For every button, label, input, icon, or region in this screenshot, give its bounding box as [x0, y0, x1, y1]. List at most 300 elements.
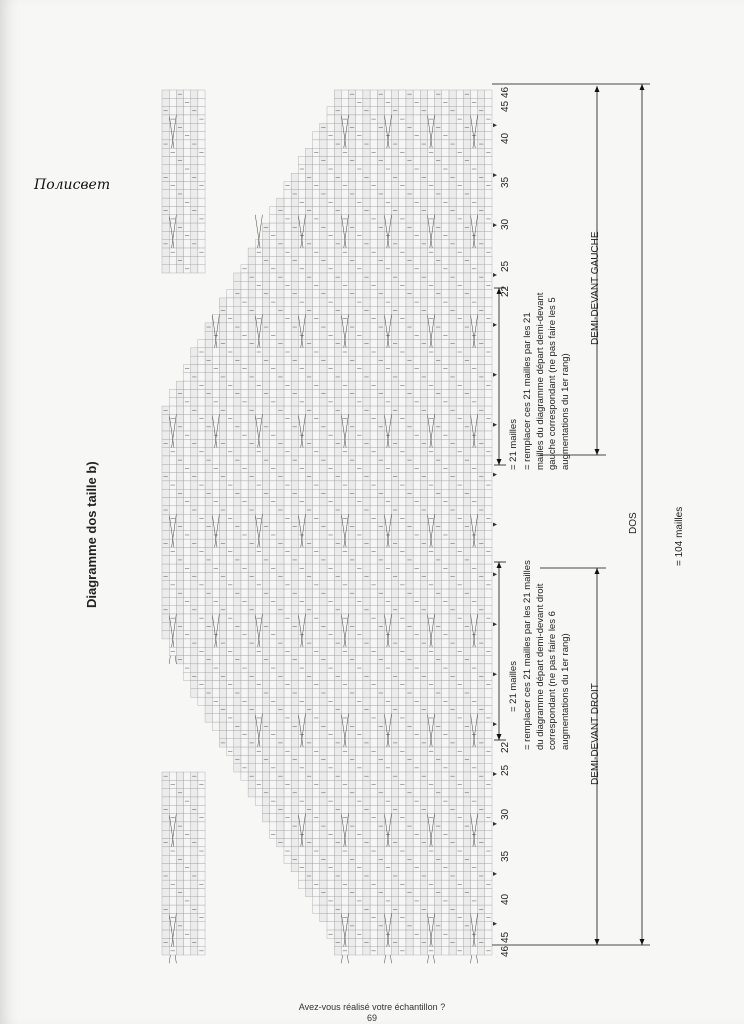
chart-cell — [377, 672, 384, 680]
chart-cell — [485, 556, 492, 564]
chart-cell — [356, 115, 363, 123]
chart-cell — [349, 872, 356, 880]
chart-cell — [327, 672, 334, 680]
chart-cell — [334, 231, 341, 239]
chart-cell — [313, 439, 320, 447]
chart-cell — [435, 897, 442, 905]
chart-cell — [284, 439, 291, 447]
chart-cell — [270, 489, 277, 497]
chart-cell — [435, 98, 442, 106]
chart-cell — [478, 830, 485, 838]
chart-cell — [399, 897, 406, 905]
chart-cell — [298, 789, 305, 797]
chart-cell — [205, 414, 212, 422]
chart-cell — [392, 431, 399, 439]
chart-cell — [313, 697, 320, 705]
chart-cell — [356, 90, 363, 98]
chart-cell — [198, 173, 205, 181]
chart-cell — [241, 689, 248, 697]
chart-cell — [449, 123, 456, 131]
chart-cell — [463, 780, 470, 788]
chart-cell — [305, 389, 312, 397]
chart-cell — [413, 639, 420, 647]
chart-cell — [334, 481, 341, 489]
chart-cell — [470, 780, 477, 788]
chart-cell — [349, 572, 356, 580]
chart-cell — [205, 340, 212, 348]
chart-cell — [212, 622, 219, 630]
chart-cell — [284, 539, 291, 547]
chart-cell — [341, 456, 348, 464]
chart-cell — [435, 730, 442, 738]
chart-cell — [363, 822, 370, 830]
chart-cell — [349, 880, 356, 888]
chart-cell — [420, 930, 427, 938]
chart-cell — [449, 98, 456, 106]
chart-cell — [370, 340, 377, 348]
chart-cell — [456, 406, 463, 414]
chart-cell — [291, 730, 298, 738]
chart-cell — [485, 830, 492, 838]
chart-cell — [212, 423, 219, 431]
chart-cell — [219, 564, 226, 572]
chart-cell — [384, 606, 391, 614]
chart-cell — [305, 614, 312, 622]
chart-cell — [191, 780, 198, 788]
chart-cell — [277, 298, 284, 306]
chart-cell — [305, 348, 312, 356]
chart-cell — [205, 581, 212, 589]
chart-cell — [270, 647, 277, 655]
chart-cell — [370, 764, 377, 772]
chart-cell — [435, 414, 442, 422]
chart-cell — [399, 705, 406, 713]
chart-cell — [356, 581, 363, 589]
chart-cell — [392, 389, 399, 397]
chart-cell — [248, 622, 255, 630]
chart-cell — [435, 747, 442, 755]
chart-cell — [427, 98, 434, 106]
chart-cell — [291, 315, 298, 323]
chart-cell — [370, 107, 377, 115]
chart-cell — [485, 689, 492, 697]
chart-cell — [456, 290, 463, 298]
chart-cell — [456, 523, 463, 531]
chart-cell — [406, 132, 413, 140]
chart-cell — [241, 772, 248, 780]
chart-cell — [184, 223, 191, 231]
chart-cell — [349, 938, 356, 946]
chart-cell — [227, 506, 234, 514]
chart-cell — [377, 814, 384, 822]
chart-cell — [341, 364, 348, 372]
chart-cell — [456, 839, 463, 847]
chart-cell — [449, 223, 456, 231]
chart-cell — [470, 755, 477, 763]
chart-cell — [435, 448, 442, 456]
chart-cell — [349, 805, 356, 813]
chart-cell — [399, 872, 406, 880]
chart-cell — [313, 240, 320, 248]
chart-cell — [435, 340, 442, 348]
chart-cell — [241, 389, 248, 397]
chart-cell — [485, 805, 492, 813]
chart-cell — [463, 697, 470, 705]
chart-cell — [270, 373, 277, 381]
chart-cell — [463, 348, 470, 356]
chart-cell — [205, 506, 212, 514]
chart-cell — [463, 913, 470, 921]
chart-cell — [219, 656, 226, 664]
chart-cell — [227, 656, 234, 664]
chart-cell — [399, 797, 406, 805]
chart-cell — [241, 614, 248, 622]
chart-cell — [427, 123, 434, 131]
chart-cell — [227, 672, 234, 680]
chart-cell — [384, 148, 391, 156]
chart-cell — [449, 755, 456, 763]
chart-cell — [212, 356, 219, 364]
chart-cell — [413, 581, 420, 589]
chart-cell — [320, 606, 327, 614]
chart-cell — [277, 414, 284, 422]
chart-cell — [191, 265, 198, 273]
chart-cell — [176, 464, 183, 472]
chart-cell — [399, 539, 406, 547]
chart-cell — [219, 356, 226, 364]
chart-cell — [291, 780, 298, 788]
chart-cell — [270, 747, 277, 755]
chart-cell — [399, 198, 406, 206]
chart-cell — [413, 223, 420, 231]
chart-cell — [363, 98, 370, 106]
chart-cell — [270, 240, 277, 248]
chart-cell — [470, 656, 477, 664]
chart-cell — [184, 572, 191, 580]
chart-cell — [305, 722, 312, 730]
chart-cell — [212, 681, 219, 689]
chart-cell — [399, 855, 406, 863]
chart-cell — [219, 498, 226, 506]
chart-cell — [363, 90, 370, 98]
chart-cell — [191, 190, 198, 198]
chart-cell — [327, 256, 334, 264]
chart-cell — [485, 140, 492, 148]
chart-cell — [442, 739, 449, 747]
chart-cell — [478, 747, 485, 755]
chart-cell — [320, 181, 327, 189]
chart-cell — [377, 215, 384, 223]
chart-cell — [485, 531, 492, 539]
chart-cell — [320, 572, 327, 580]
chart-cell — [234, 581, 241, 589]
chart-cell — [485, 764, 492, 772]
chart-cell — [191, 398, 198, 406]
chart-cell — [191, 664, 198, 672]
chart-cell — [384, 473, 391, 481]
chart-cell — [205, 564, 212, 572]
chart-cell — [191, 913, 198, 921]
chart-cell — [191, 855, 198, 863]
chart-cell — [406, 697, 413, 705]
chart-cell — [298, 489, 305, 497]
chart-cell — [449, 290, 456, 298]
chart-cell — [341, 306, 348, 314]
chart-cell — [399, 697, 406, 705]
chart-cell — [341, 256, 348, 264]
chart-cell — [291, 814, 298, 822]
chart-cell — [270, 523, 277, 531]
chart-cell — [205, 606, 212, 614]
chart-cell — [449, 814, 456, 822]
chart-cell — [298, 523, 305, 531]
chart-cell — [277, 381, 284, 389]
chart-cell — [370, 439, 377, 447]
chart-cell — [463, 506, 470, 514]
chart-cell — [485, 165, 492, 173]
chart-cell — [456, 606, 463, 614]
chart-cell — [370, 572, 377, 580]
chart-cell — [406, 664, 413, 672]
chart-cell — [442, 406, 449, 414]
chart-cell — [327, 772, 334, 780]
chart-cell — [363, 888, 370, 896]
chart-cell — [262, 448, 269, 456]
chart-cell — [384, 922, 391, 930]
chart-cell — [485, 772, 492, 780]
chart-cell — [313, 589, 320, 597]
chart-cell — [313, 340, 320, 348]
chart-cell — [442, 656, 449, 664]
chart-cell — [234, 614, 241, 622]
chart-cell — [370, 797, 377, 805]
chart-cell — [485, 206, 492, 214]
chart-cell — [363, 281, 370, 289]
chart-cell — [291, 839, 298, 847]
chart-cell — [241, 306, 248, 314]
chart-cell — [298, 847, 305, 855]
chart-cell — [277, 290, 284, 298]
chart-cell — [191, 498, 198, 506]
chart-cell — [449, 855, 456, 863]
chart-cell — [377, 747, 384, 755]
chart-cell — [420, 123, 427, 131]
chart-cell — [384, 872, 391, 880]
chart-cell — [485, 730, 492, 738]
chart-cell — [212, 381, 219, 389]
chart-cell — [248, 714, 255, 722]
chart-cell — [284, 498, 291, 506]
chart-cell — [248, 780, 255, 788]
chart-cell — [176, 597, 183, 605]
chart-cell — [298, 772, 305, 780]
chart-cell — [478, 290, 485, 298]
chart-cell — [356, 872, 363, 880]
chart-cell — [241, 622, 248, 630]
chart-cell — [234, 481, 241, 489]
chart-cell — [227, 298, 234, 306]
chart-cell — [227, 606, 234, 614]
chart-cell — [470, 157, 477, 165]
chart-cell — [248, 256, 255, 264]
chart-cell — [227, 531, 234, 539]
chart-cell — [334, 847, 341, 855]
chart-cell — [327, 814, 334, 822]
chart-cell — [427, 689, 434, 697]
chart-cell — [191, 789, 198, 797]
chart-cell — [478, 123, 485, 131]
chart-cell — [377, 764, 384, 772]
chart-cell — [198, 464, 205, 472]
chart-cell — [327, 439, 334, 447]
chart-cell — [277, 514, 284, 522]
chart-cell — [205, 531, 212, 539]
chart-cell — [277, 423, 284, 431]
chart-cell — [463, 514, 470, 522]
chart-cell — [270, 389, 277, 397]
chart-cell — [277, 764, 284, 772]
chart-cell — [305, 880, 312, 888]
chart-cell — [377, 448, 384, 456]
chart-cell — [478, 157, 485, 165]
chart-cell — [463, 273, 470, 281]
chart-cell — [406, 539, 413, 547]
chart-cell — [255, 705, 262, 713]
chart-cell — [205, 631, 212, 639]
chart-cell — [227, 597, 234, 605]
chart-cell — [392, 414, 399, 422]
chart-cell — [406, 348, 413, 356]
chart-cell — [399, 864, 406, 872]
chart-cell — [284, 839, 291, 847]
chart-cell — [270, 514, 277, 522]
chart-cell — [370, 606, 377, 614]
chart-cell — [406, 281, 413, 289]
chart-cell — [377, 473, 384, 481]
chart-cell — [277, 348, 284, 356]
chart-cell — [298, 581, 305, 589]
chart-cell — [313, 689, 320, 697]
chart-cell — [255, 298, 262, 306]
chart-cell — [406, 730, 413, 738]
chart-cell — [262, 340, 269, 348]
chart-cell — [399, 830, 406, 838]
chart-cell — [413, 389, 420, 397]
chart-cell — [363, 747, 370, 755]
chart-cell — [219, 547, 226, 555]
chart-cell — [227, 564, 234, 572]
chart-cell — [334, 165, 341, 173]
chart-cell — [320, 514, 327, 522]
chart-cell — [427, 556, 434, 564]
chart-cell — [427, 165, 434, 173]
chart-cell — [184, 639, 191, 647]
chart-cell — [341, 206, 348, 214]
chart-cell — [241, 473, 248, 481]
chart-cell — [485, 157, 492, 165]
chart-cell — [219, 331, 226, 339]
chart-cell — [399, 597, 406, 605]
chart-cell — [284, 473, 291, 481]
chart-cell — [399, 157, 406, 165]
chart-cell — [384, 506, 391, 514]
chart-cell — [305, 830, 312, 838]
chart-cell — [449, 281, 456, 289]
chart-cell — [392, 597, 399, 605]
chart-cell — [334, 697, 341, 705]
chart-cell — [442, 647, 449, 655]
chart-cell — [320, 780, 327, 788]
chart-cell — [356, 340, 363, 348]
chart-cell — [413, 672, 420, 680]
chart-cell — [399, 206, 406, 214]
chart-cell — [241, 348, 248, 356]
chart-cell — [356, 705, 363, 713]
chart-cell — [463, 672, 470, 680]
chart-cell — [463, 414, 470, 422]
chart-cell — [184, 872, 191, 880]
chart-cell — [248, 697, 255, 705]
chart-cell — [370, 240, 377, 248]
chart-cell — [370, 888, 377, 896]
chart-cell — [377, 947, 384, 955]
chart-cell — [277, 547, 284, 555]
chart-cell — [435, 431, 442, 439]
chart-cell — [184, 248, 191, 256]
chart-cell — [227, 489, 234, 497]
chart-cell — [320, 331, 327, 339]
chart-cell — [262, 315, 269, 323]
chart-cell — [320, 547, 327, 555]
chart-cell — [320, 797, 327, 805]
chart-cell — [370, 597, 377, 605]
chart-cell — [449, 157, 456, 165]
chart-cell — [198, 597, 205, 605]
chart-cell — [191, 631, 198, 639]
chart-cell — [463, 240, 470, 248]
chart-cell — [227, 331, 234, 339]
chart-cell — [463, 398, 470, 406]
chart-cell — [320, 581, 327, 589]
chart-cell — [356, 905, 363, 913]
chart-cell — [212, 456, 219, 464]
chart-cell — [241, 281, 248, 289]
chart-cell — [420, 697, 427, 705]
chart-cell — [176, 930, 183, 938]
chart-cell — [442, 107, 449, 115]
chart-cell — [406, 681, 413, 689]
chart-cell — [478, 556, 485, 564]
chart-cell — [356, 839, 363, 847]
chart-cell — [284, 805, 291, 813]
chart-cell — [370, 423, 377, 431]
chart-cell — [356, 423, 363, 431]
chart-cell — [284, 431, 291, 439]
chart-cell — [406, 606, 413, 614]
chart-cell — [349, 539, 356, 547]
chart-cell — [198, 556, 205, 564]
chart-cell — [334, 498, 341, 506]
chart-cell — [241, 705, 248, 713]
chart-cell — [356, 290, 363, 298]
chart-cell — [349, 215, 356, 223]
chart-cell — [413, 190, 420, 198]
chart-cell — [413, 938, 420, 946]
chart-cell — [313, 597, 320, 605]
chart-cell — [313, 730, 320, 738]
chart-cell — [370, 223, 377, 231]
chart-cell — [478, 797, 485, 805]
